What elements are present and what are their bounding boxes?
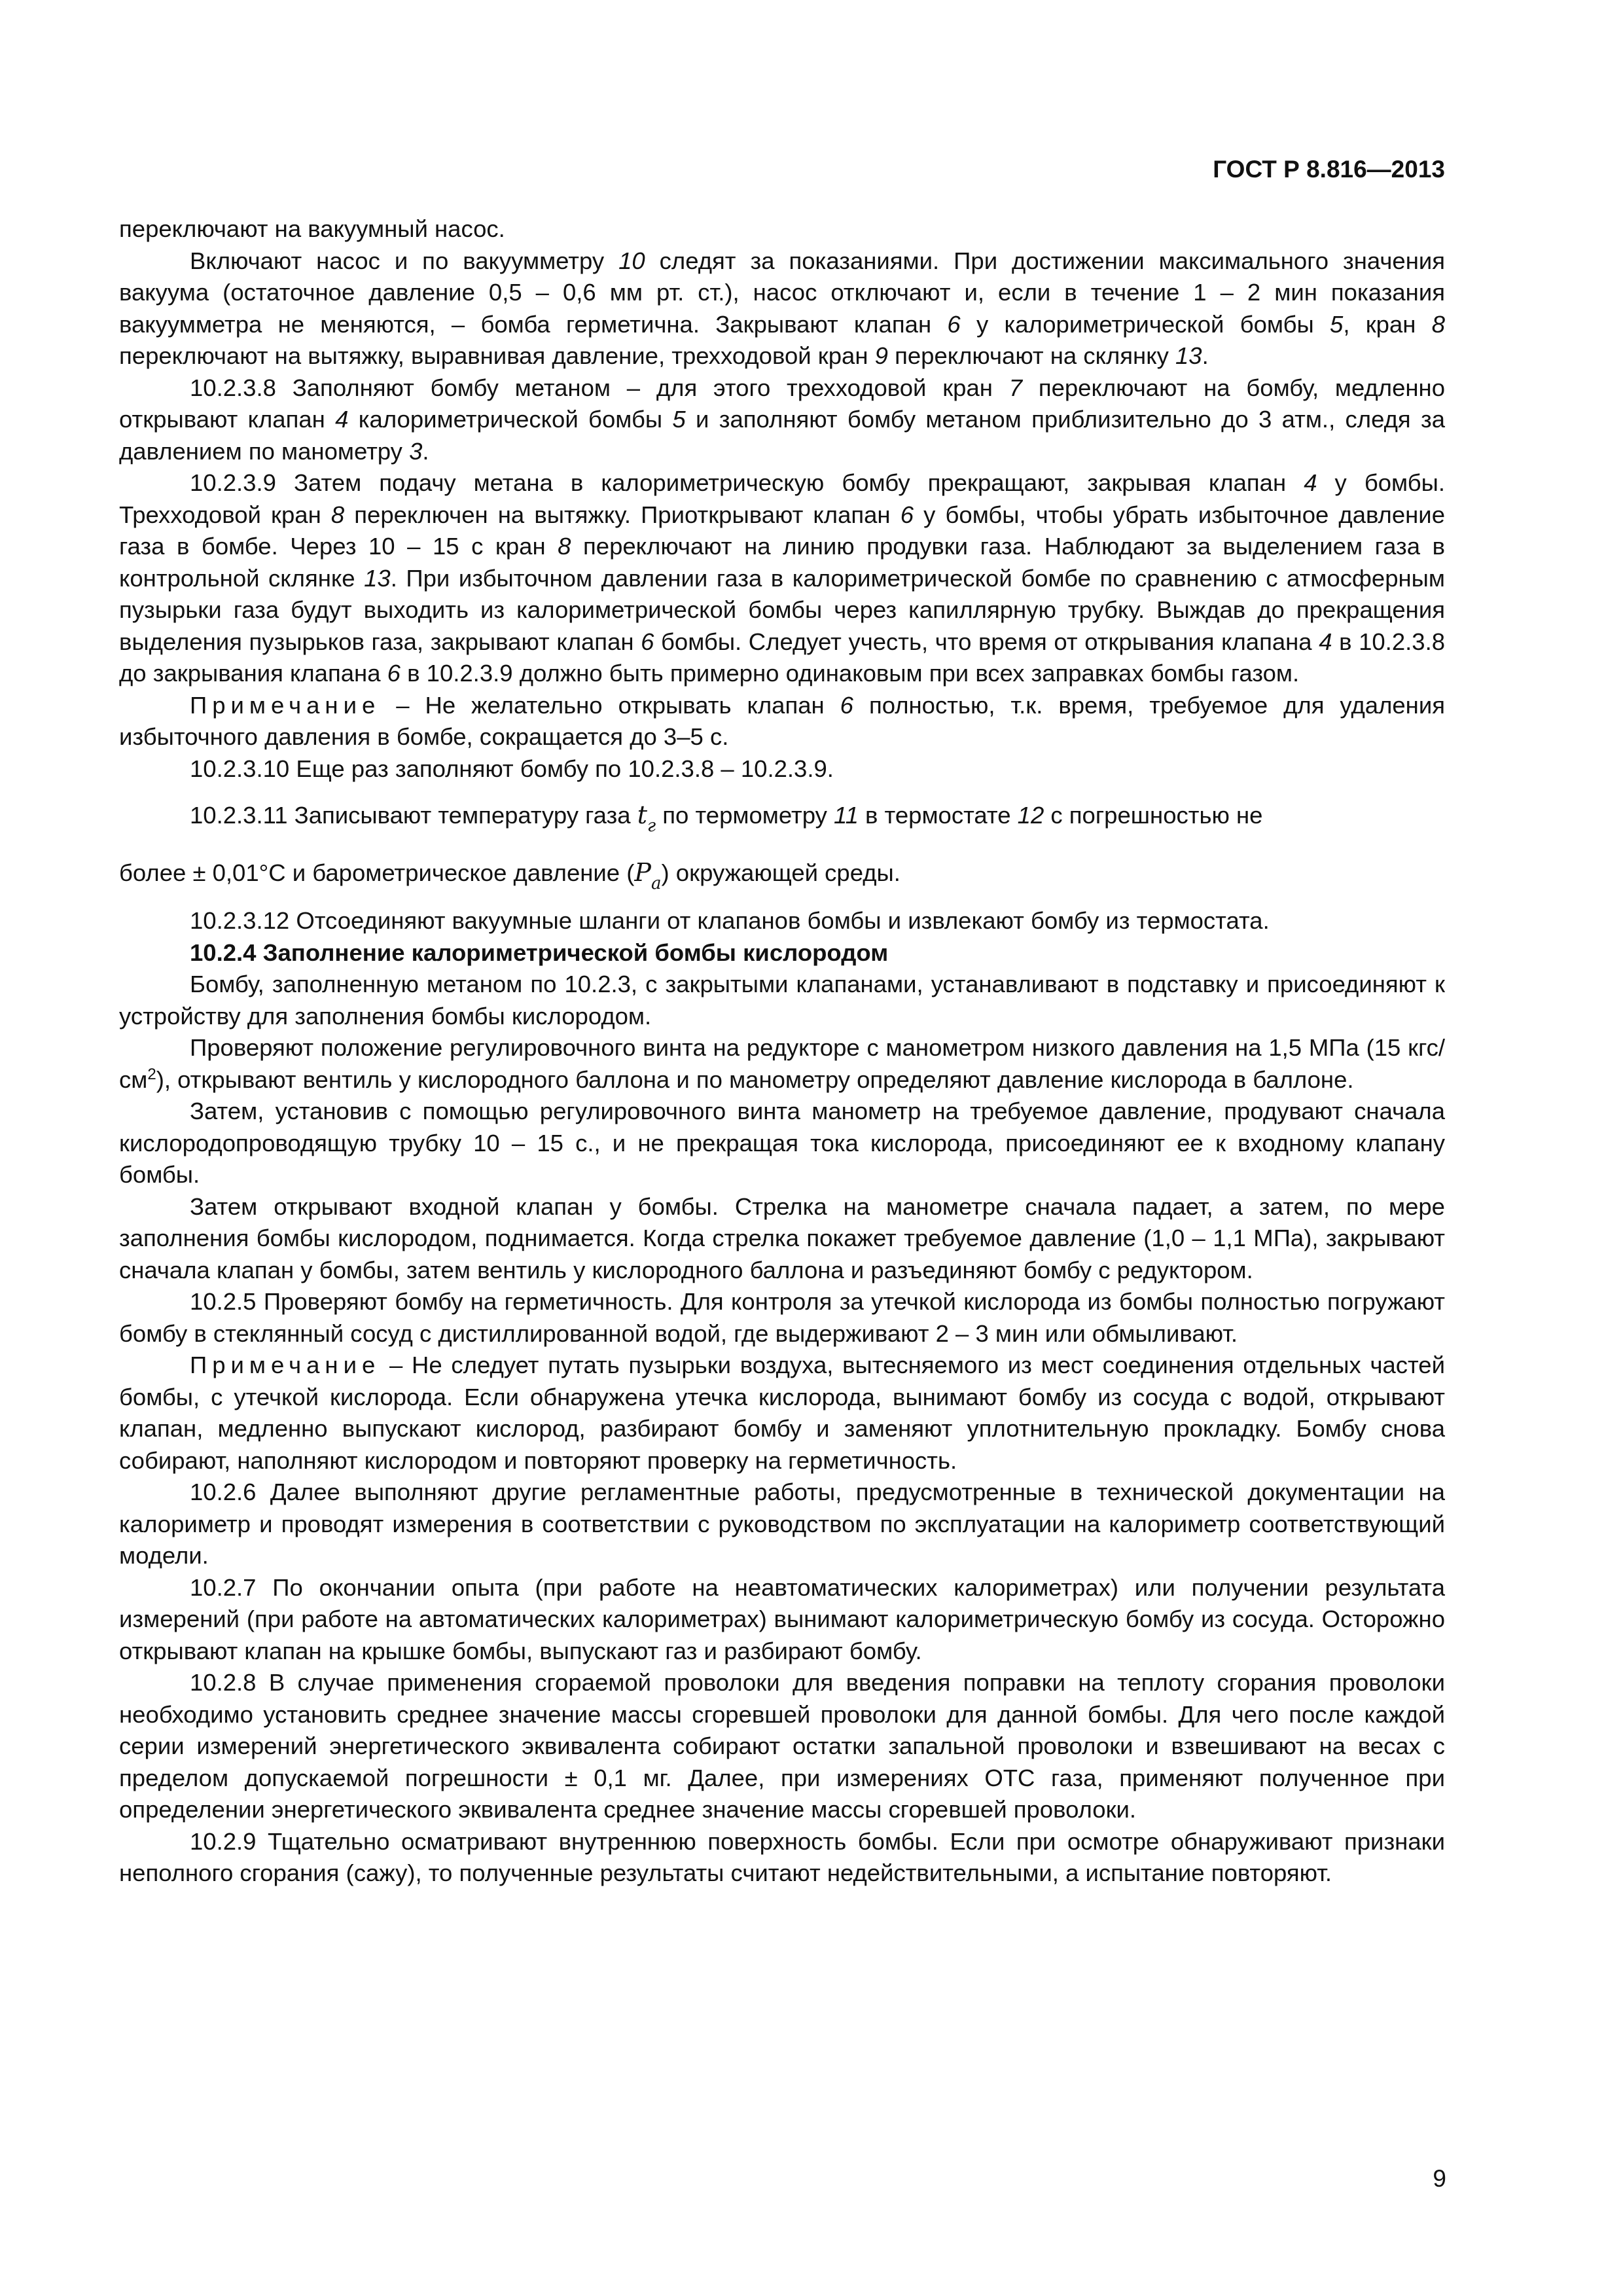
paragraph-10-2-5: 10.2.5 Проверяют бомбу на герметичность. Для контроля за утечкой кислорода из бомбы полностью погружают бомбу в стеклянный сосуд с дистиллированной водой, где выдерживают 2 – 3 мин или обмыливают. <box>119 1288 1445 1347</box>
paragraph-10-2-3-9: 10.2.3.9 Затем подачу метана в калориметрическую бомбу прекращают, закрывая клапан 4 у бомбы. Трехходовой кран 8 переключен на вытяжку. Приоткрывают клапан 6 у бомбы, чтобы убрать избыточное давление газа в бомбе. Через 10 – 15 с кран 8 переключают на линию продувки газа. Наблюдают за выделением газа в контрольной склянке 13. При избыточном давлении газа в калориметрической бомбе по сравнению с атмосферным пузырьки газа будут выходить из калориметрической бомбы через капиллярную трубку. Выждав до прекращения выделения пузырьков газа, закрывают клапан 6 бомбы. Следует учесть, что время от открывания клапана 4 в 10.2.3.8 до закрывания клапана 6 в 10.2.3.9 должно быть примерно одинаковым при всех заправках бомбы газом. <box>119 469 1446 687</box>
note-label: Примечание <box>190 1352 381 1378</box>
section-heading-10-2-4: 10.2.4 Заполнение калориметрической бомбы кислородом <box>190 939 889 966</box>
note-bubbles: Примечание – Не следует путать пузырьки воздуха, вытесняемого из мест соединения отдельных частей бомбы, с утечкой кислорода. Если обнаружена утечка кислорода, вынимают бомбу из сосуда с водой, открывают клапан, медленно выпускают кислород, разбирают бомбу и заменяют уплотнительную прокладку. Бомбу снова собирают, наполняют кислородом и повторяют проверку на герметичность. <box>119 1352 1445 1474</box>
paragraph-10-2-3-10: 10.2.3.10 Еще раз заполняют бомбу по 10.2.3.8 – 10.2.3.9. <box>190 755 834 782</box>
paragraph-regulator-check: Проверяют положение регулировочного винта на редукторе с манометром низкого давления на 1,5 МПа (15 кгс/$см^2$), открывают вентиль у кислородного баллона и по манометру определяют давление кислорода в баллоне. <box>119 1034 1445 1093</box>
paragraph-10-2-3-12: 10.2.3.12 Отсоединяют вакуумные шланги от клапанов бомбы и извлекают бомбу из термостата. <box>190 907 1270 934</box>
paragraph-inlet-valve: Затем открывают входной клапан у бомбы. Стрелка на манометре сначала падает, а затем, по мере заполнения бомбы кислородом, поднимается. Когда стрелка покажет требуемое давление (1,0 – 1,1 МПа), закрывают сначала клапан у бомбы, затем вентиль у кислородного баллона и разъединяют бомбу с редуктором. <box>119 1193 1445 1283</box>
paragraph-vacuum-check: Включают насос и по вакуумметру 10 следят за показаниями. При достижении максимального значения вакуума (остаточное давление 0,5 – 0,6 мм рт. ст.), насос отключают и, если в течение 1 – 2 мин показания вакуумметра не меняются, – бомба герметична. Закрывают клапан 6 у калориметрической бомбы 5, кран 8 переключают на вытяжку, выравнивая давление, трехходовой кран 9 переключают на склянку 13. <box>119 247 1446 369</box>
document-header: ГОСТ Р 8.816—2013 <box>1213 156 1445 183</box>
page-number: 9 <box>1433 2165 1446 2192</box>
paragraph-bomb-mount: Бомбу, заполненную метаном по 10.2.3, с закрытыми клапанами, устанавливают в подставку и присоединяют к устройству для заполнения бомбы кислородом. <box>119 971 1445 1030</box>
paragraph-10-2-7: 10.2.7 По окончании опыта (при работе на неавтоматических калориметрах) или получении результата измерений (при работе на автоматических калориметрах) вынимают калориметрическую бомбу из сосуда. Осторожно открывают клапан на крышке бомбы, выпускают газ и разбирают бомбу. <box>119 1573 1445 1664</box>
temperature-symbol: $t_г$ <box>637 800 656 836</box>
paragraph-10-2-3-8: 10.2.3.8 Заполняют бомбу метаном – для этого трехходовой кран 7 переключают на бомбу, медленно открывают клапан 4 калориметрической бомбы 5 и заполняют бомбу метаном приблизительно до 3 атм., следя за давлением по манометру 3. <box>119 374 1445 465</box>
pressure-symbol: $P_a$ <box>634 857 662 893</box>
paragraph-10-2-3-11-line2: более ± 0,01°С и барометрическое давление $(P_a)$ окружающей среды. <box>119 857 901 893</box>
paragraph-10-2-3-11-line1: 10.2.3.11 Записывают температуру газа $t_г$ по термометру 11 в термостате 12 с погрешностью не <box>190 800 1263 836</box>
note-label: Примечание <box>190 691 381 719</box>
document-body <box>119 213 1445 1890</box>
note-valve: Примечание – Не желательно открывать клапан 6 полностью, т.к. время, требуемое для удаления избыточного давления в бомбе, сокращается до 3–5 с. <box>119 691 1445 750</box>
paragraph-purge-tube: Затем, установив с помощью регулировочного винта манометр на требуемое давление, продувают сначала кислородопроводящую трубку 10 – 15 с., и не прекращая тока кислорода, присоединяют ее к входному клапану бомбы. <box>119 1098 1445 1188</box>
paragraph-continuation: переключают на вакуумный насос. <box>119 215 505 242</box>
paragraph-10-2-8: 10.2.8 В случае применения сгораемой проволоки для введения поправки на теплоту сгорания проволоки необходимо установить среднее значение массы сгоревшей проволоки для данной бомбы. Для чего после каждой серии измерений энергетического эквивалента собирают остатки запальной проволоки и взвешивают на весах с пределом допускаемой погрешности ± 0,1 мг. Далее, при измерениях ОТС газа, применяют полученное при определении энергетического эквивалента среднее значение массы сгоревшей проволоки. <box>119 1669 1445 1823</box>
paragraph-10-2-6: 10.2.6 Далее выполняют другие регламентные работы, предусмотренные в технической документации на калориметр и проводят измерения в соответствии с руководством по эксплуатации на калориметр соответствующий модели. <box>119 1479 1445 1569</box>
paragraph-10-2-9: 10.2.9 Тщательно осматривают внутреннюю поверхность бомбы. Если при осмотре обнаруживают признаки неполного сгорания (сажу), то полученные результаты считают недействительными, а испытание повторяют. <box>119 1827 1445 1886</box>
